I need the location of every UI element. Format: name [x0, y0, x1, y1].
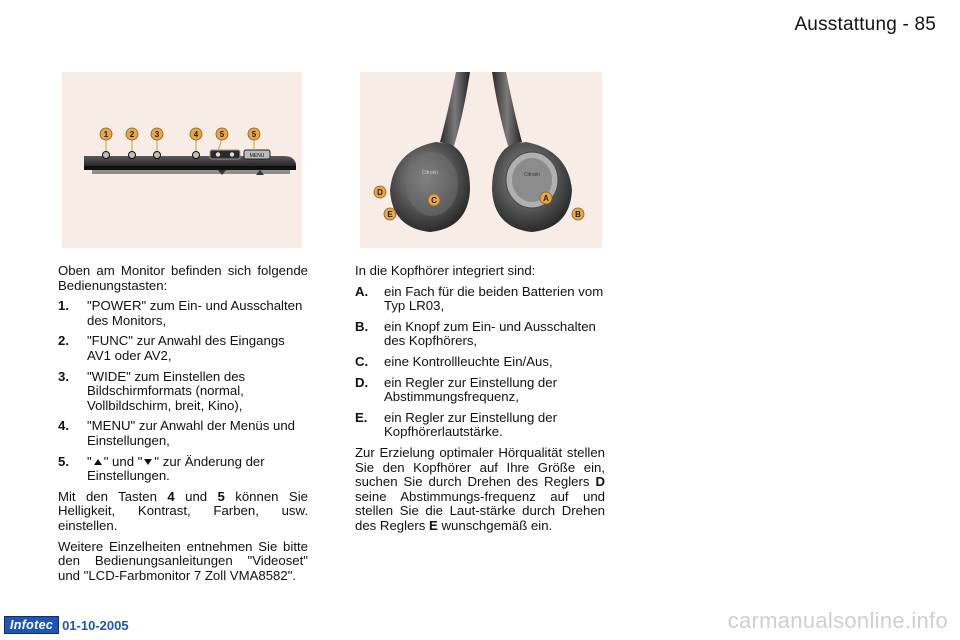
- page-header: Ausstattung - 85: [794, 14, 936, 35]
- monitor-label-1: 1: [103, 130, 109, 139]
- item-number: 1.: [58, 298, 69, 314]
- item-text: ein Regler zur Einstellung der Kopfhörerlautstärke.: [384, 409, 557, 440]
- down-arrow-icon: [144, 459, 152, 465]
- rp2-text-c: seine Abstimmungs-frequenz auf und stellen Sie die Laut-stärke durch Drehen des Reglers: [355, 488, 605, 533]
- list-item: [58, 299, 308, 328]
- rp2-bold-e: E: [429, 517, 438, 533]
- item-number: 5.: [58, 453, 69, 469]
- footer-date: 01-10-2005: [62, 617, 129, 633]
- p2-text-c: und: [185, 488, 208, 504]
- item-text: "MENU" zur Anwahl der Menüs und Einstellungen,: [87, 418, 295, 448]
- rp2-bold-d: D: [595, 474, 605, 490]
- rp2-text-a: Zur Erzielung optimaler Hörqualität stellen Sie den Kopfhörer auf Ihre Größe ein, suchen Sie durch Drehen des Reglers: [355, 444, 605, 490]
- item-letter: E.: [355, 409, 368, 425]
- headphone-label-a: A: [543, 194, 549, 203]
- headphone-label-d: D: [377, 188, 383, 197]
- item-text: "FUNC" zur Anwahl des Eingangs AV1 oder AV2,: [87, 333, 285, 363]
- headphone-label-b: B: [575, 210, 581, 219]
- item-text: ein Fach für die beiden Batterien vom Typ LR03,: [384, 283, 604, 314]
- monitor-illustration: [62, 72, 302, 248]
- item-letter: D.: [355, 374, 369, 390]
- monitor-label-2: 2: [129, 130, 135, 139]
- item-number: 3.: [58, 368, 69, 384]
- item-number: 2.: [58, 333, 69, 349]
- monitor-label-4: 4: [193, 130, 199, 139]
- headphones-illustration: [360, 72, 602, 248]
- left-paragraph-2: [58, 490, 308, 534]
- item-letter: A.: [355, 283, 369, 299]
- monitor-label-5b: 5: [251, 130, 257, 139]
- left-brand-text: Citroën: [421, 170, 439, 176]
- monitor-label-3: 3: [154, 130, 160, 139]
- footer: [4, 616, 129, 634]
- right-paragraph-2: [355, 446, 605, 534]
- list-item: [355, 320, 605, 349]
- list-item: [355, 376, 605, 405]
- p2-bold-5: 5: [217, 488, 225, 504]
- monitor-figure: [62, 72, 302, 248]
- watermark: carmanualsonline.info: [727, 608, 948, 633]
- up-arrow-icon: [94, 459, 102, 465]
- list-item: [355, 285, 605, 314]
- quote-open: ": [87, 453, 92, 469]
- left-intro: Oben am Monitor befinden sich folgende Bedienungstasten:: [58, 263, 308, 293]
- p2-bold-4: 4: [167, 488, 175, 504]
- left-column: [58, 264, 308, 589]
- headphones-figure: [360, 72, 602, 248]
- item-text: "POWER" zum Ein- und Ausschalten des Monitors,: [87, 298, 303, 328]
- list-item: [58, 370, 308, 414]
- list-item: [58, 455, 308, 484]
- list-item: [58, 334, 308, 363]
- item-text: ein Regler zur Einstellung der Abstimmungsfrequenz,: [384, 374, 557, 405]
- item-letter: C.: [355, 353, 369, 369]
- list-item: [355, 355, 605, 370]
- p2-text-a: Mit den Tasten: [58, 488, 157, 504]
- list-item: [355, 411, 605, 440]
- item-letter: B.: [355, 318, 369, 334]
- item-text: "WIDE" zum Einstellen des Bildschirmformats (normal, Vollbildschirm, breit, Kino),: [87, 368, 246, 413]
- monitor-label-5a: 5: [219, 130, 225, 139]
- right-intro: In die Kopfhörer integriert sind:: [355, 263, 536, 278]
- left-paragraph-3: Weitere Einzelheiten entnehmen Sie bitte den Bedienungsanleitungen "Videoset" und "LCD-Farbmonitor 7 Zoll VMA8582".: [58, 538, 308, 583]
- and-text: " und ": [103, 453, 143, 469]
- item-text: [87, 455, 308, 484]
- menu-button-text: MENU: [249, 153, 265, 159]
- right-brand-text: Citroën: [523, 172, 541, 178]
- item-end-text: " zur Änderung der Einstellungen.: [87, 453, 265, 484]
- headphone-label-c: C: [431, 196, 437, 205]
- item-text: eine Kontrollleuchte Ein/Aus,: [384, 353, 553, 369]
- right-column: [355, 264, 605, 540]
- p2-text-d: können Sie Helligkeit, Kontrast, Farben, usw. einstellen.: [58, 488, 308, 533]
- rp2-text-d: wunschgemäß ein.: [441, 517, 553, 533]
- item-number: 4.: [58, 418, 69, 434]
- list-item: [58, 419, 308, 448]
- infotec-logo: Infotec: [4, 616, 59, 634]
- item-text: ein Knopf zum Ein- und Ausschalten des Kopfhörers,: [384, 318, 596, 349]
- headphone-label-e: E: [387, 210, 393, 219]
